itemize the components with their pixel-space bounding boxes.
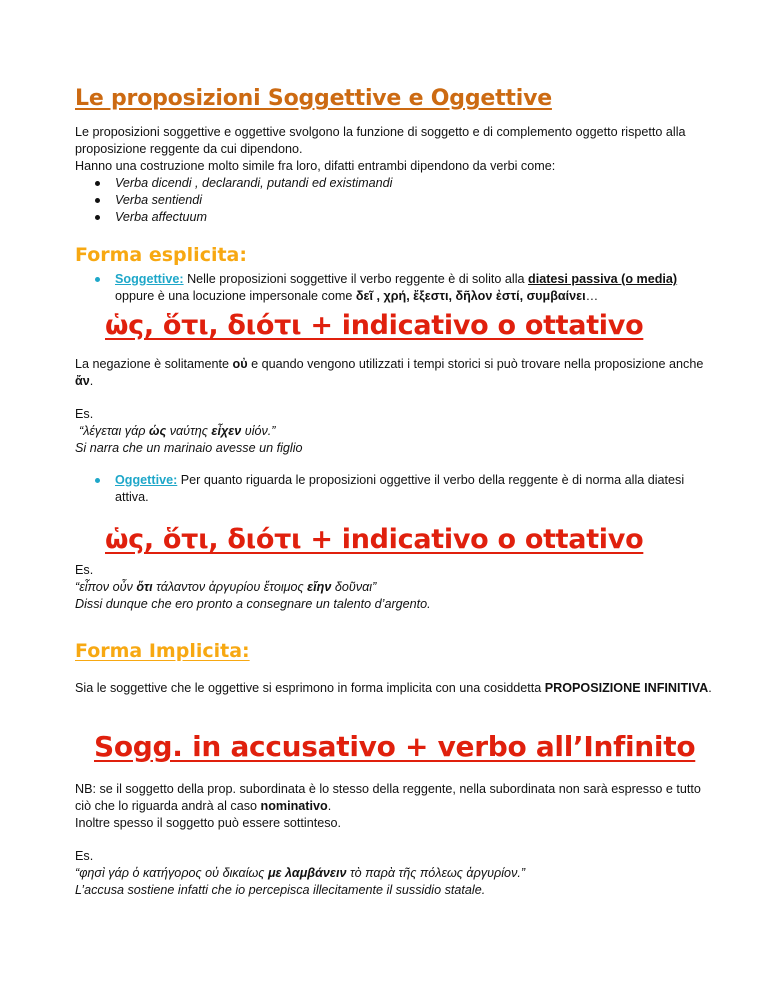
greek-text: “φησὶ γάρ ὁ κατήγορος οὐ δικαίως [75, 866, 265, 880]
example-greek [75, 579, 715, 596]
intro-section [75, 124, 715, 226]
greek-text: “λέγεται γάρ [79, 424, 146, 438]
heading-forma-esplicita: Forma esplicita: [75, 244, 247, 266]
greek-verb: εἴην [307, 580, 332, 594]
example-label: Es. [75, 849, 94, 863]
heading-forma-implicita: Forma Implicita: [75, 640, 250, 662]
implicit-period: . [708, 681, 712, 695]
oggettive-text: Per quanto riguarda le proposizioni oggettive il verbo della reggente è di norma alla diatesi attiva. [115, 473, 685, 504]
proposizione-infinitiva: PROPOSIZIONE INFINITIVA [544, 681, 709, 695]
greek-text-3: δοῦναι” [334, 580, 377, 594]
intro-paragraph-2: Hanno una costruzione molto simile fra loro, difatti entrambi dipendono da verbi come: [75, 159, 556, 173]
list-item: Verba dicendi , declarandi, putandi ed existimandi [75, 175, 715, 192]
oggettive-label: Oggettive: [115, 473, 178, 487]
implicit-text: Sia le soggettive che le oggettive si esprimono in forma implicita con una cosiddetta [75, 681, 542, 695]
negation-paragraph [75, 356, 715, 390]
negation-text: La negazione è solitamente [75, 357, 230, 371]
example-1 [75, 406, 715, 457]
impersonal-verbs: δεῖ , χρή, ἔξεστι, δῆλον ἐστί, συμβαίνει [355, 289, 586, 303]
greek-text: “εἶπον οὖν [75, 580, 133, 594]
greek-text-2: τάλαντον ἀργυρίου ἕτοιμος [156, 580, 304, 594]
greek-infinitive: με λαμβάνειν [267, 866, 347, 880]
greek-hoti: ὅτι [136, 580, 153, 594]
greek-verb: εἶχεν [211, 424, 242, 438]
subjective-block [75, 271, 715, 305]
nb-period: . [327, 799, 332, 813]
page-title: Le proposizioni Soggettive e Oggettive [75, 86, 552, 111]
example-greek [75, 423, 715, 440]
rule-soggettive: ὡς, ὅτι, διότι + indicativo o ottativo [105, 310, 644, 341]
ellipsis: … [585, 289, 599, 303]
negation-period: . [89, 374, 94, 388]
example-translation: L’accusa sostiene infatti che io percepisca illecitamente il sussidio statale. [75, 883, 486, 897]
negation-text-2: e quando vengono utilizzati i tempi storici si può trovare nella proposizione anche [251, 357, 704, 371]
greek-hos: ὡς [148, 424, 167, 438]
soggettive-label: Soggettive: [115, 272, 184, 286]
negation-an: ἄν [75, 374, 90, 388]
nb-paragraph [75, 781, 715, 832]
list-item: Verba sentiendi [75, 192, 715, 209]
example-greek [75, 865, 715, 882]
implicit-paragraph [75, 680, 715, 697]
objective-block [75, 472, 715, 506]
nb-text: NB: se il soggetto della prop. subordinata è lo stesso della reggente, nella subordinata non sarà espresso e tutto ciò che lo riguarda andrà al caso [75, 782, 701, 813]
diatesi-passiva: diatesi passiva (o media) [528, 272, 678, 286]
nominativo: nominativo [260, 799, 328, 813]
list-item-oggettive [75, 472, 715, 506]
soggettive-text-2: oppure è una locuzione impersonale come [115, 289, 353, 303]
negation-ou: οὐ [232, 357, 248, 371]
example-translation: Dissi dunque che ero pronto a consegnare un talento d’argento. [75, 597, 431, 611]
example-2 [75, 562, 715, 613]
example-translation: Si narra che un marinaio avesse un figlio [75, 441, 303, 455]
rule-infinitiva: Sogg. in accusativo + verbo all’Infinito [94, 730, 696, 763]
soggettive-text: Nelle proposizioni soggettive il verbo reggente è di solito alla [187, 272, 525, 286]
verb-list [75, 175, 715, 226]
greek-text-2: ναύτης [169, 424, 208, 438]
nb-text-2: Inoltre spesso il soggetto può essere sottinteso. [75, 816, 342, 830]
list-item-soggettive [75, 271, 715, 305]
list-item: Verba affectuum [75, 209, 715, 226]
intro-paragraph: Le proposizioni soggettive e oggettive svolgono la funzione di soggetto e di complemento oggetto rispetto alla proposizione reggente da cui dipendono. [75, 125, 686, 156]
rule-oggettive: ὡς, ὅτι, διότι + indicativo o ottativo [105, 524, 644, 555]
example-label: Es. [75, 407, 94, 421]
greek-text-3: υἱόν.” [244, 424, 276, 438]
example-label: Es. [75, 563, 94, 577]
greek-text-2: τὸ παρὰ τῆς πόλεως ἀργυρίον.” [349, 866, 526, 880]
example-3 [75, 848, 715, 899]
